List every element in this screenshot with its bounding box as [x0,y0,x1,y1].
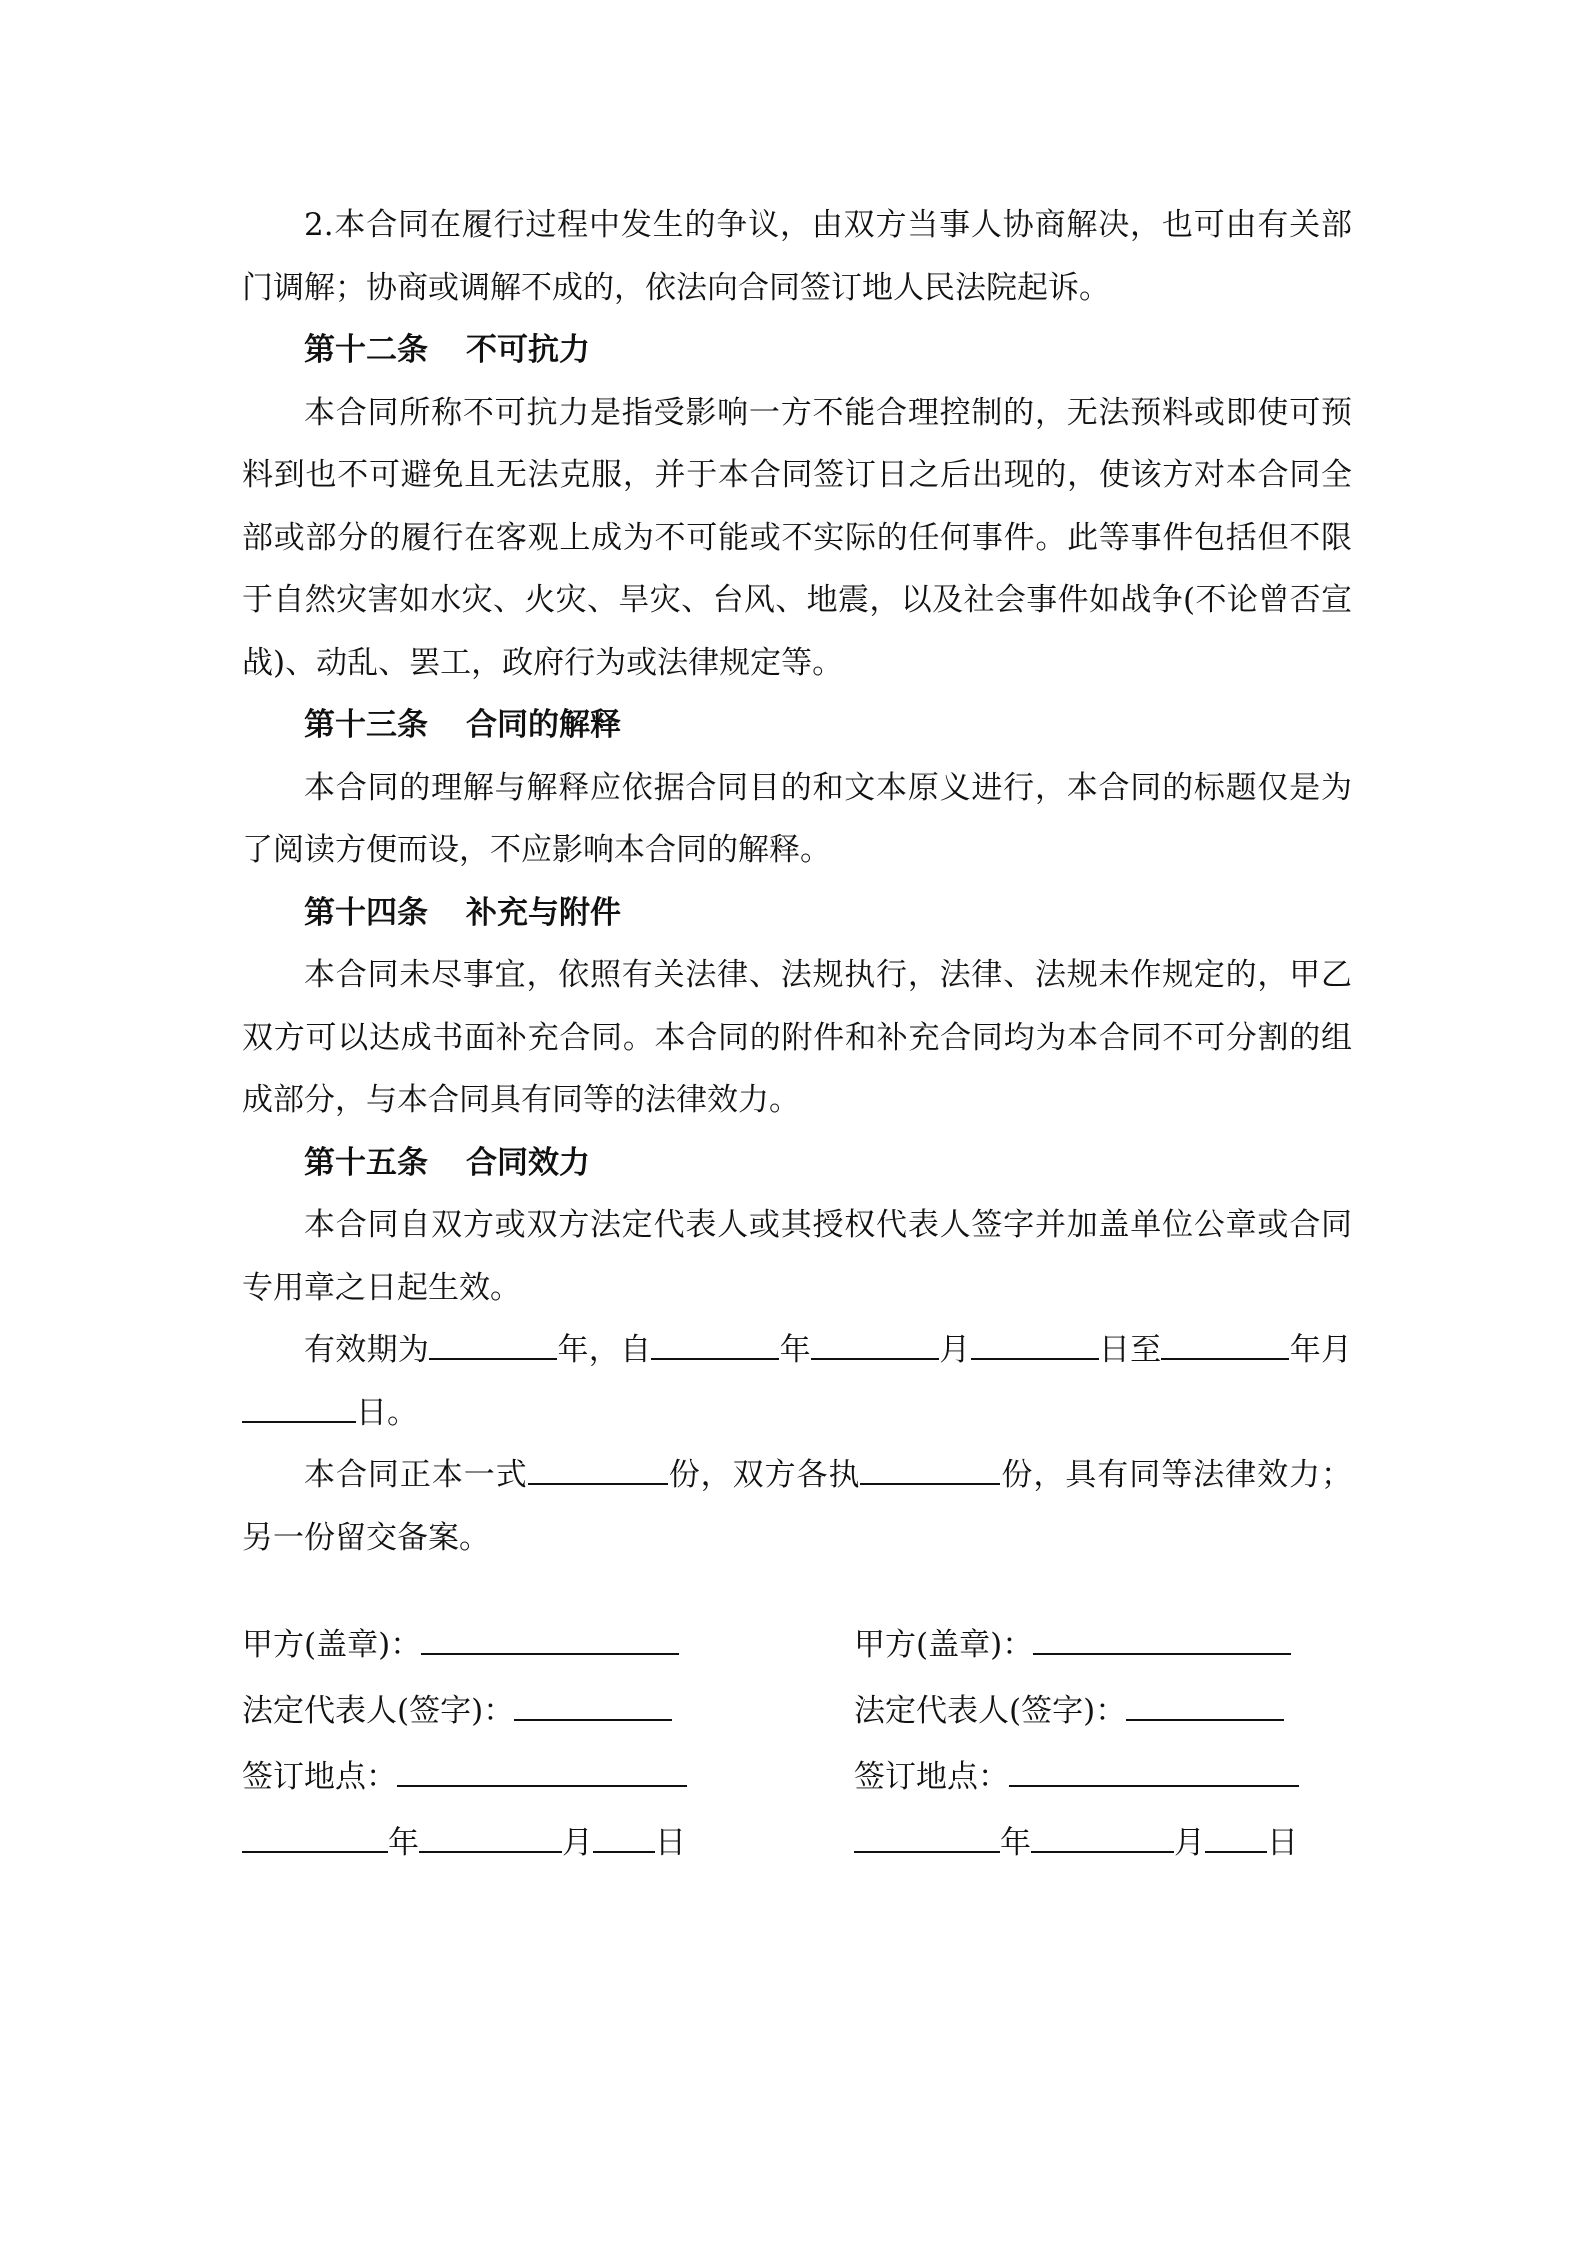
sign-date-row [854,1810,1324,1876]
legal-rep-blank[interactable] [514,1693,672,1721]
sign-day-blank[interactable] [1205,1825,1267,1853]
sign-place-blank[interactable] [397,1759,687,1787]
validity-years-blank[interactable] [429,1332,557,1360]
start-year-label: 年 [779,1332,811,1368]
end-year-blank[interactable] [1161,1332,1289,1360]
article-13-number: 第十三条 [304,707,428,743]
legal-rep-label: 法定代表人(签字)： [242,1693,515,1729]
article-12-heading [242,319,1352,382]
start-month-blank[interactable] [811,1332,939,1360]
end-day-blank[interactable] [242,1395,356,1423]
legal-rep-label: 法定代表人(签字)： [854,1693,1127,1729]
start-year-blank[interactable] [651,1332,779,1360]
sign-place-row [242,1744,712,1810]
party-seal-label: 甲方(盖章)： [854,1627,1034,1663]
article-13-heading [242,694,1352,757]
article-12-body: 本合同所称不可抗力是指受影响一方不能合理控制的，无法预料或即使可预料到也不可避免且无法克服，并于本合同签订日之后出现的，使该方对本合同全部或部分的履行在客观上成为不可能或不实际的任何事件。此等事件包括但不限于自然灾害如水灾、火灾、旱灾、台风、地震，以及社会事件如战争(不论曾否宣战)、动乱、罢工，政府行为或法律规定等。 [242,394,1352,681]
copies-each-blank[interactable] [860,1457,1000,1485]
article-14-title: 补充与附件 [466,894,621,931]
sign-year-blank[interactable] [242,1825,388,1853]
validity-year-label: 年，自 [557,1332,652,1368]
article-13-title: 合同的解释 [466,707,621,743]
article-13-body: 本合同的理解与解释应依据合同目的和文本原义进行，本合同的标题仅是为了阅读方便而设，不应影响本合同的解释。 [242,769,1352,868]
legal-rep-blank[interactable] [1126,1693,1284,1721]
article-14-number: 第十四条 [304,894,428,931]
article-15-heading [242,1132,1352,1195]
article-14-heading [242,882,1352,945]
signature-column-right [854,1612,1324,1876]
article-12-number: 第十二条 [304,332,428,368]
validity-period [242,1319,1352,1444]
paragraph-dispute: 2.本合同在履行过程中发生的争议，由双方当事人协商解决，也可由有关部门调解；协商或调解不成的，依法向合同签订地人民法院起诉。 [242,207,1352,306]
copies-suffix: 份，具有同等法律效力；另一份留交备案。 [242,1457,1353,1556]
article-15-title: 合同效力 [466,1144,590,1181]
copies-total-blank[interactable] [528,1457,668,1485]
sign-month-blank[interactable] [419,1825,562,1853]
sign-month-label: 月 [562,1825,593,1861]
copies-clause [242,1444,1352,1569]
sign-year-label: 年 [388,1825,419,1861]
sign-place-label: 签订地点： [854,1759,1009,1795]
sign-year-label: 年 [1000,1825,1031,1861]
party-seal-label: 甲方(盖章)： [242,1627,422,1663]
end-day-label: 日。 [356,1394,418,1431]
sign-place-label: 签订地点： [242,1759,397,1795]
copies-prefix: 本合同正本一式 [304,1457,528,1493]
start-month-label: 月 [938,1332,971,1368]
end-month-label: 月 [1321,1332,1353,1368]
sign-day-blank[interactable] [593,1825,655,1853]
start-day-blank[interactable] [971,1332,1099,1360]
sign-month-label: 月 [1174,1825,1205,1861]
legal-rep-row [242,1678,712,1744]
party-seal-blank[interactable] [421,1627,679,1655]
sign-place-row [854,1744,1324,1810]
sign-day-label: 日 [1267,1825,1298,1861]
validity-prefix: 有效期为 [304,1332,430,1368]
start-day-label: 日至 [1098,1332,1162,1368]
party-seal-blank[interactable] [1033,1627,1291,1655]
sign-year-blank[interactable] [854,1825,1000,1853]
sign-place-blank[interactable] [1009,1759,1299,1787]
sign-date-row [242,1810,712,1876]
article-15-number: 第十五条 [304,1144,428,1181]
copies-mid: 份，双方各执 [667,1457,861,1493]
party-seal-row [854,1612,1324,1678]
article-15-body: 本合同自双方或双方法定代表人或其授权代表人签字并加盖单位公章或合同专用章之日起生效。 [242,1207,1352,1306]
sign-day-label: 日 [655,1825,686,1861]
contract-body [242,194,1352,1569]
end-year-label: 年 [1289,1332,1322,1368]
sign-month-blank[interactable] [1031,1825,1174,1853]
legal-rep-row [854,1678,1324,1744]
article-14-body: 本合同未尽事宜，依照有关法律、法规执行，法律、法规未作规定的，甲乙双方可以达成书面补充合同。本合同的附件和补充合同均为本合同不可分割的组成部分，与本合同具有同等的法律效力。 [242,957,1352,1118]
article-12-title: 不可抗力 [466,332,590,368]
signature-column-left [242,1612,712,1876]
party-seal-row [242,1612,712,1678]
